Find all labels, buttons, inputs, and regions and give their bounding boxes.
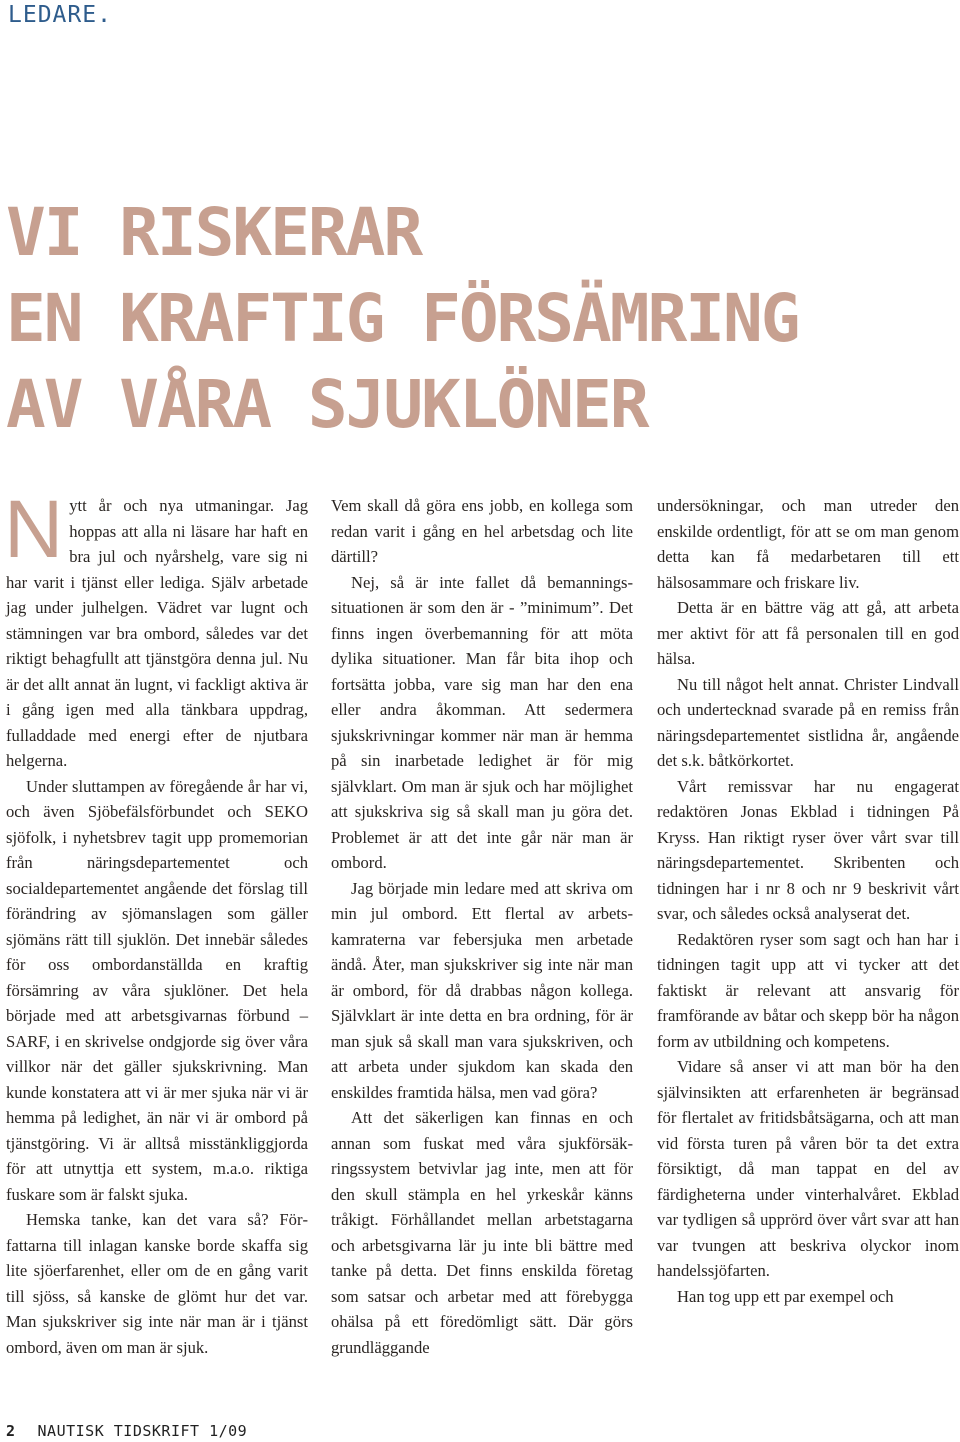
paragraph: Vidare så anser vi att man bör ha den självinsikten att erfarenheten är begränsad för flertalet av fritidsbåtsägarna, och att man vid första turen på våren bör ta det extra försiktigt, då man tappat en del av färdigheterna under vinterhalvåret. Ekblad var tydligen så upprörd över vårt svar att han var tvungen att beskriva olyckor inom handelssjöfarten.	[657, 1057, 959, 1280]
paragraph: Vårt remissvar har nu engagerat redaktören Jonas Ekblad i tidningen På Kryss. Han riktigt ryser över vårt svar till näringsdepartementet. Skribenten och tidningen har i nr 8 och nr 9 beskrivit vårt svar, och således också analyserat det.	[657, 776, 959, 923]
paragraph: Att det säkerligen kan finnas en och annan som fuskat med våra sjukförsäkringssystem betvivlar jag inte, men att för den skull stämpla en hel yrkeskår känns tråkigt. Förhållandet mellan arbetstagarna och arbetsgivarna lär ju inte bli bättre med tanke på detta. Det finns enskilda företag som satsar och arbetar med att förebygga ohälsa på ett föredömligt sätt. Där görs grundläggande	[331, 1108, 633, 1357]
headline-line-2: EN KRAFTIG FÖRSÄMRING	[6, 280, 799, 357]
section-label: LEDARE.	[8, 2, 112, 28]
article-headline	[6, 190, 946, 448]
paragraph: Han tog upp ett par exempel och	[677, 1286, 894, 1306]
paragraph: Nu till något helt annat. Christer Lindvall och undertecknad svarade på en remiss från näringsdepartementet sistlidna år, angående det s.k. båtkörkortet.	[657, 674, 959, 770]
paragraph: Jag började min ledare med att skriva om min jul ombord. Ett flertal av arbetskamraterna var febersjuka men arbetade ändå. Åter, man sjukskriver sig inte när man är ombord, för då drabbas någon kollega. Självklart är inte detta en bra ordning, för är man sjuk så skall man vara sjukskriven, och att arbeta under sjukdom kan skada den enskildes framtida hälsa, men vad göra?	[331, 878, 633, 1102]
paragraph: Nytt år och nya utmaningar. Jag hoppas att alla ni läsare har haft en bra jul och nyårshelg, vare sig ni har varit i tjänst eller lediga. Själv arbetade jag under julhelgen. Vädret var lugnt och stämningen var bra ombord, således var det riktigt behagfullt att tjänstgöra denna jul. Nu är det allt annat än lugnt, vi fackligt aktiva är i gång igen med alla tänkbara uppdrag, fulladdade med energi efter de njutbara helgerna.	[4, 484, 308, 770]
page-number: 2	[6, 1422, 16, 1440]
publication-name: NAUTISK TIDSKRIFT 1/09	[37, 1422, 248, 1440]
paragraph: Nej, så är inte fallet då bemanningssituationen är som den är - ”minimum”. Det finns ingen överbemanning för att möta dylika situationer. Man får bita ihop och fortsätta jobba, vare sig man har den ena eller andra åkomman. Att sedermera sjukskrivningar kommer när man är hemma på sin inarbetade ledighet är för mig självklart. Om man är sjuk och har möjlighet att sjukskriva sig så skall man ju göra det. Problemet är att det inte går när man är ombord.	[331, 572, 633, 872]
paragraph: Detta är en bättre väg att gå, att arbeta mer aktivt för att få personalen till en god hälsa.	[657, 598, 959, 668]
headline-line-1: VI RISKERAR	[6, 194, 422, 271]
paragraph: Redaktören ryser som sagt och han har i tidningen tagit upp att vi tycker att det faktiskt är relevant att ansvarig för framförande av båtar och skepp bör ha någon form av utbildning och kompetens.	[657, 929, 959, 1051]
body-column-2	[331, 493, 633, 1360]
drop-cap: N	[4, 484, 64, 575]
page-footer	[6, 1422, 247, 1440]
paragraph: Hemska tanke, kan det vara så? Författarna till inlagan kanske borde skaffa sig lite sjöerfarenhet, eller om de en gång varit till sjöss, så kanske de glömt hur det var. Man sjukskriver sig inte när man är i tjänst ombord, även om man är sjuk.	[6, 1210, 308, 1357]
headline-line-3: AV VÅRA SJUKLÖNER	[6, 366, 648, 443]
body-column-3	[657, 493, 959, 1309]
paragraph: Vem skall då göra ens jobb, en kollega som redan varit i gång en hel arbetsdag och lite därtill?	[331, 496, 633, 566]
paragraph: Under sluttampen av föregående år har vi, och även Sjöbefälsförbundet och SEKO sjöfolk, i nyhetsbrev tagit upp promemorian från näringsdepartementet och socialdepartementet angående det förslag till förändring av sjömanslagen som gäller sjömäns rätt till sjuklön. Det innebär således för oss ombordanställda en kraftig försämring av våra sjuklöner. Det hela började med att arbetsgivarnas förbund – SARF, i en skrivelse ondgjorde sig över våra villkor när det gäller sjukskrivning. Man kunde konstatera att vi är mer sjuka när vi är hemma på ledighet, än när vi är ombord på tjänstgöring. Vi är alltså misstänkliggjorda för att utnyttja ett system, m.a.o. riktiga fuskare som är falskt sjuka.	[6, 776, 308, 1204]
body-column-1	[4, 484, 308, 1360]
paragraph: undersökningar, och man utreder den enskilde ordentligt, för att se om man genom detta kan få medarbetaren till ett hälsosammare och friskare liv.	[657, 496, 959, 592]
